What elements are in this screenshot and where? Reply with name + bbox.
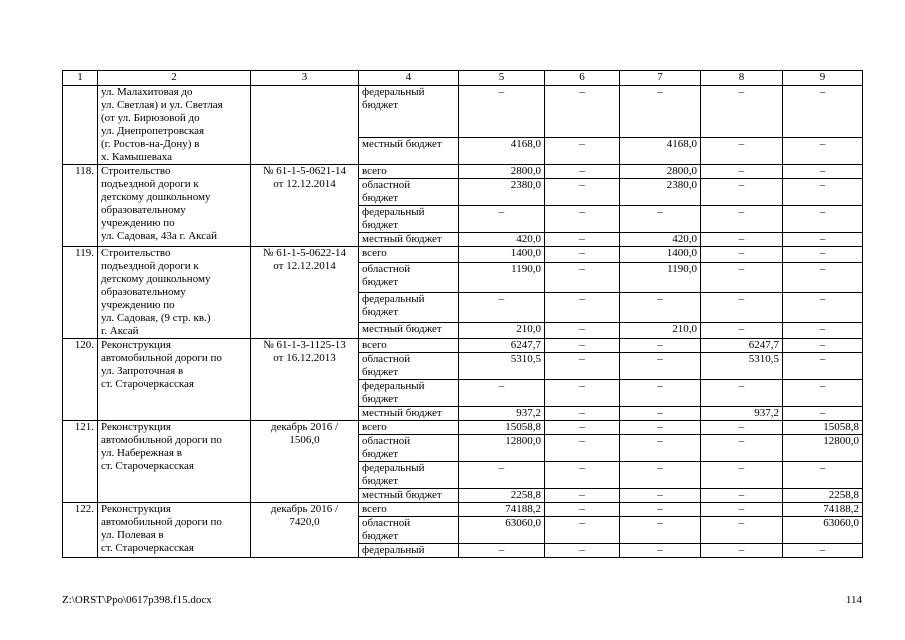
document-reference (251, 86, 359, 165)
amount-cell-col-9: 15058,8 (783, 421, 863, 435)
amount-cell-col-8: 6247,7 (701, 339, 783, 353)
amount-cell-col-6: – (545, 421, 620, 435)
amount-cell-col-7: – (620, 380, 701, 407)
table-row (63, 503, 863, 517)
item-number: 121. (63, 421, 98, 503)
funding-source-label: федеральный бюджет (359, 206, 459, 233)
amount-cell-col-7: – (620, 407, 701, 421)
amount-cell-col-8: – (701, 517, 783, 544)
amount-cell-col-6: – (545, 353, 620, 380)
amount-cell-col-7: – (620, 206, 701, 233)
amount-cell-col-9: – (783, 407, 863, 421)
funding-source-label: местный бюджет (359, 233, 459, 247)
table-body (63, 86, 863, 558)
amount-cell-col-6: – (545, 380, 620, 407)
amount-cell-col-9: – (783, 292, 863, 322)
amount-cell-col-8: – (701, 262, 783, 292)
funding-source-label: федеральный (359, 544, 459, 558)
amount-cell-col-9: – (783, 380, 863, 407)
amount-cell-col-9: – (783, 339, 863, 353)
column-header: 4 (359, 71, 459, 86)
amount-cell-col-8: – (701, 206, 783, 233)
amount-cell-col-7: 1190,0 (620, 262, 701, 292)
amount-cell-col-7: 2800,0 (620, 165, 701, 179)
amount-cell-col-8: – (701, 380, 783, 407)
item-number: 119. (63, 247, 98, 339)
funding-source-label: федеральный бюджет (359, 380, 459, 407)
amount-cell-col-9: – (783, 86, 863, 138)
funding-source-label: областной бюджет (359, 262, 459, 292)
amount-cell-col-9: 63060,0 (783, 517, 863, 544)
amount-cell-col-7: – (620, 86, 701, 138)
amount-cell-col-7: – (620, 421, 701, 435)
object-name: Реконструкция автомобильной дороги по ул. Набережная в ст. Старочеркасская (98, 421, 251, 503)
amount-cell-col-5: – (459, 544, 545, 558)
amount-cell-col-5: 2258,8 (459, 489, 545, 503)
funding-source-label: всего (359, 247, 459, 263)
amount-cell-col-9: 74188,2 (783, 503, 863, 517)
amount-cell-col-5: 2380,0 (459, 179, 545, 206)
amount-cell-col-9: – (783, 165, 863, 179)
amount-cell-col-9: – (783, 247, 863, 263)
amount-cell-col-7: – (620, 503, 701, 517)
funding-source-label: областной бюджет (359, 435, 459, 462)
amount-cell-col-8: – (701, 489, 783, 503)
column-header: 6 (545, 71, 620, 86)
amount-cell-col-5: 6247,7 (459, 339, 545, 353)
funding-source-label: местный бюджет (359, 138, 459, 165)
funding-source-label: всего (359, 165, 459, 179)
amount-cell-col-5: – (459, 86, 545, 138)
funding-source-label: федеральный бюджет (359, 462, 459, 489)
amount-cell-col-5: – (459, 462, 545, 489)
amount-cell-col-5: 1190,0 (459, 262, 545, 292)
amount-cell-col-6: – (545, 323, 620, 339)
amount-cell-col-9: 12800,0 (783, 435, 863, 462)
table-row (63, 339, 863, 353)
document-reference: № 61-1-3-1125-13 от 16.12.2013 (251, 339, 359, 421)
amount-cell-col-9: 2258,8 (783, 489, 863, 503)
funding-source-label: областной бюджет (359, 353, 459, 380)
item-number: 122. (63, 503, 98, 558)
funding-source-label: федеральный бюджет (359, 86, 459, 138)
amount-cell-col-9: – (783, 233, 863, 247)
amount-cell-col-5: 1400,0 (459, 247, 545, 263)
column-header: 1 (63, 71, 98, 86)
funding-source-label: областной бюджет (359, 179, 459, 206)
amount-cell-col-6: – (545, 544, 620, 558)
amount-cell-col-6: – (545, 179, 620, 206)
amount-cell-col-8: – (701, 138, 783, 165)
column-header: 9 (783, 71, 863, 86)
amount-cell-col-9: – (783, 262, 863, 292)
funding-source-label: местный бюджет (359, 489, 459, 503)
funding-source-label: всего (359, 421, 459, 435)
item-number: 120. (63, 339, 98, 421)
amount-cell-col-7: 2380,0 (620, 179, 701, 206)
amount-cell-col-6: – (545, 262, 620, 292)
amount-cell-col-7: 4168,0 (620, 138, 701, 165)
footer-file-path: Z:\ORST\Ppo\0617p398.f15.docx (62, 594, 212, 606)
amount-cell-col-9: – (783, 138, 863, 165)
amount-cell-col-5: 937,2 (459, 407, 545, 421)
object-name: Строительство подъездной дороги к детскому дошкольному образовательному учреждению по ул. Садовая, (9 стр. кв.) г. Аксай (98, 247, 251, 339)
amount-cell-col-6: – (545, 292, 620, 322)
object-name: Реконструкция автомобильной дороги по ул. Запроточная в ст. Старочеркасская (98, 339, 251, 421)
amount-cell-col-5: 63060,0 (459, 517, 545, 544)
amount-cell-col-7: – (620, 544, 701, 558)
column-header: 5 (459, 71, 545, 86)
object-name: Реконструкция автомобильной дороги по ул. Полевая в ст. Старочеркасская (98, 503, 251, 558)
funding-source-label: федеральный бюджет (359, 292, 459, 322)
amount-cell-col-5: 15058,8 (459, 421, 545, 435)
amount-cell-col-9: – (783, 544, 863, 558)
table-row (63, 165, 863, 179)
amount-cell-col-8: – (701, 544, 783, 558)
amount-cell-col-8: 5310,5 (701, 353, 783, 380)
amount-cell-col-6: – (545, 86, 620, 138)
item-number (63, 86, 98, 165)
amount-cell-col-8: – (701, 435, 783, 462)
amount-cell-col-7: – (620, 292, 701, 322)
amount-cell-col-7: – (620, 339, 701, 353)
table-row (63, 421, 863, 435)
amount-cell-col-6: – (545, 233, 620, 247)
amount-cell-col-7: – (620, 489, 701, 503)
amount-cell-col-9: – (783, 179, 863, 206)
amount-cell-col-6: – (545, 339, 620, 353)
amount-cell-col-8: – (701, 86, 783, 138)
funding-source-label: всего (359, 503, 459, 517)
amount-cell-col-8: – (701, 247, 783, 263)
amount-cell-col-5: 4168,0 (459, 138, 545, 165)
amount-cell-col-8: – (701, 323, 783, 339)
amount-cell-col-5: – (459, 380, 545, 407)
amount-cell-col-5: 74188,2 (459, 503, 545, 517)
funding-source-label: местный бюджет (359, 323, 459, 339)
amount-cell-col-6: – (545, 435, 620, 462)
amount-cell-col-9: – (783, 462, 863, 489)
amount-cell-col-7: – (620, 435, 701, 462)
amount-cell-col-6: – (545, 517, 620, 544)
amount-cell-col-7: 1400,0 (620, 247, 701, 263)
footer-page-number: 114 (845, 594, 862, 606)
amount-cell-col-6: – (545, 489, 620, 503)
amount-cell-col-7: 420,0 (620, 233, 701, 247)
column-header: 7 (620, 71, 701, 86)
amount-cell-col-9: – (783, 323, 863, 339)
table-row (63, 247, 863, 263)
amount-cell-col-8: 937,2 (701, 407, 783, 421)
budget-table (62, 70, 863, 558)
amount-cell-col-6: – (545, 165, 620, 179)
document-reference: № 61-1-5-0622-14 от 12.12.2014 (251, 247, 359, 339)
document-reference: декабрь 2016 / 1506,0 (251, 421, 359, 503)
amount-cell-col-8: – (701, 503, 783, 517)
amount-cell-col-9: – (783, 353, 863, 380)
amount-cell-col-8: – (701, 165, 783, 179)
funding-source-label: всего (359, 339, 459, 353)
amount-cell-col-8: – (701, 462, 783, 489)
amount-cell-col-7: – (620, 353, 701, 380)
amount-cell-col-9: – (783, 206, 863, 233)
column-header: 3 (251, 71, 359, 86)
object-name: ул. Малахитовая до ул. Светлая) и ул. Светлая (от ул. Бирюзовой до ул. Днепропетровская (г. Ростов-на-Дону) в х. Камышеваха (98, 86, 251, 165)
amount-cell-col-8: – (701, 421, 783, 435)
amount-cell-col-5: 12800,0 (459, 435, 545, 462)
amount-cell-col-8: – (701, 179, 783, 206)
amount-cell-col-8: – (701, 233, 783, 247)
amount-cell-col-5: 2800,0 (459, 165, 545, 179)
amount-cell-col-6: – (545, 407, 620, 421)
object-name: Строительство подъездной дороги к детскому дошкольному образовательному учреждению по ул. Садовая, 43а г. Аксай (98, 165, 251, 247)
amount-cell-col-6: – (545, 462, 620, 489)
funding-source-label: местный бюджет (359, 407, 459, 421)
table-row (63, 86, 863, 138)
item-number: 118. (63, 165, 98, 247)
amount-cell-col-7: – (620, 462, 701, 489)
amount-cell-col-6: – (545, 503, 620, 517)
document-reference: № 61-1-5-0621-14 от 12.12.2014 (251, 165, 359, 247)
column-header-row (63, 71, 863, 86)
column-header: 2 (98, 71, 251, 86)
amount-cell-col-7: 210,0 (620, 323, 701, 339)
funding-source-label: областной бюджет (359, 517, 459, 544)
amount-cell-col-7: – (620, 517, 701, 544)
amount-cell-col-5: 210,0 (459, 323, 545, 339)
column-header: 8 (701, 71, 783, 86)
amount-cell-col-5: – (459, 292, 545, 322)
amount-cell-col-6: – (545, 247, 620, 263)
document-reference: декабрь 2016 / 7420,0 (251, 503, 359, 558)
amount-cell-col-5: – (459, 206, 545, 233)
amount-cell-col-5: 420,0 (459, 233, 545, 247)
amount-cell-col-5: 5310,5 (459, 353, 545, 380)
amount-cell-col-6: – (545, 138, 620, 165)
amount-cell-col-8: – (701, 292, 783, 322)
amount-cell-col-6: – (545, 206, 620, 233)
